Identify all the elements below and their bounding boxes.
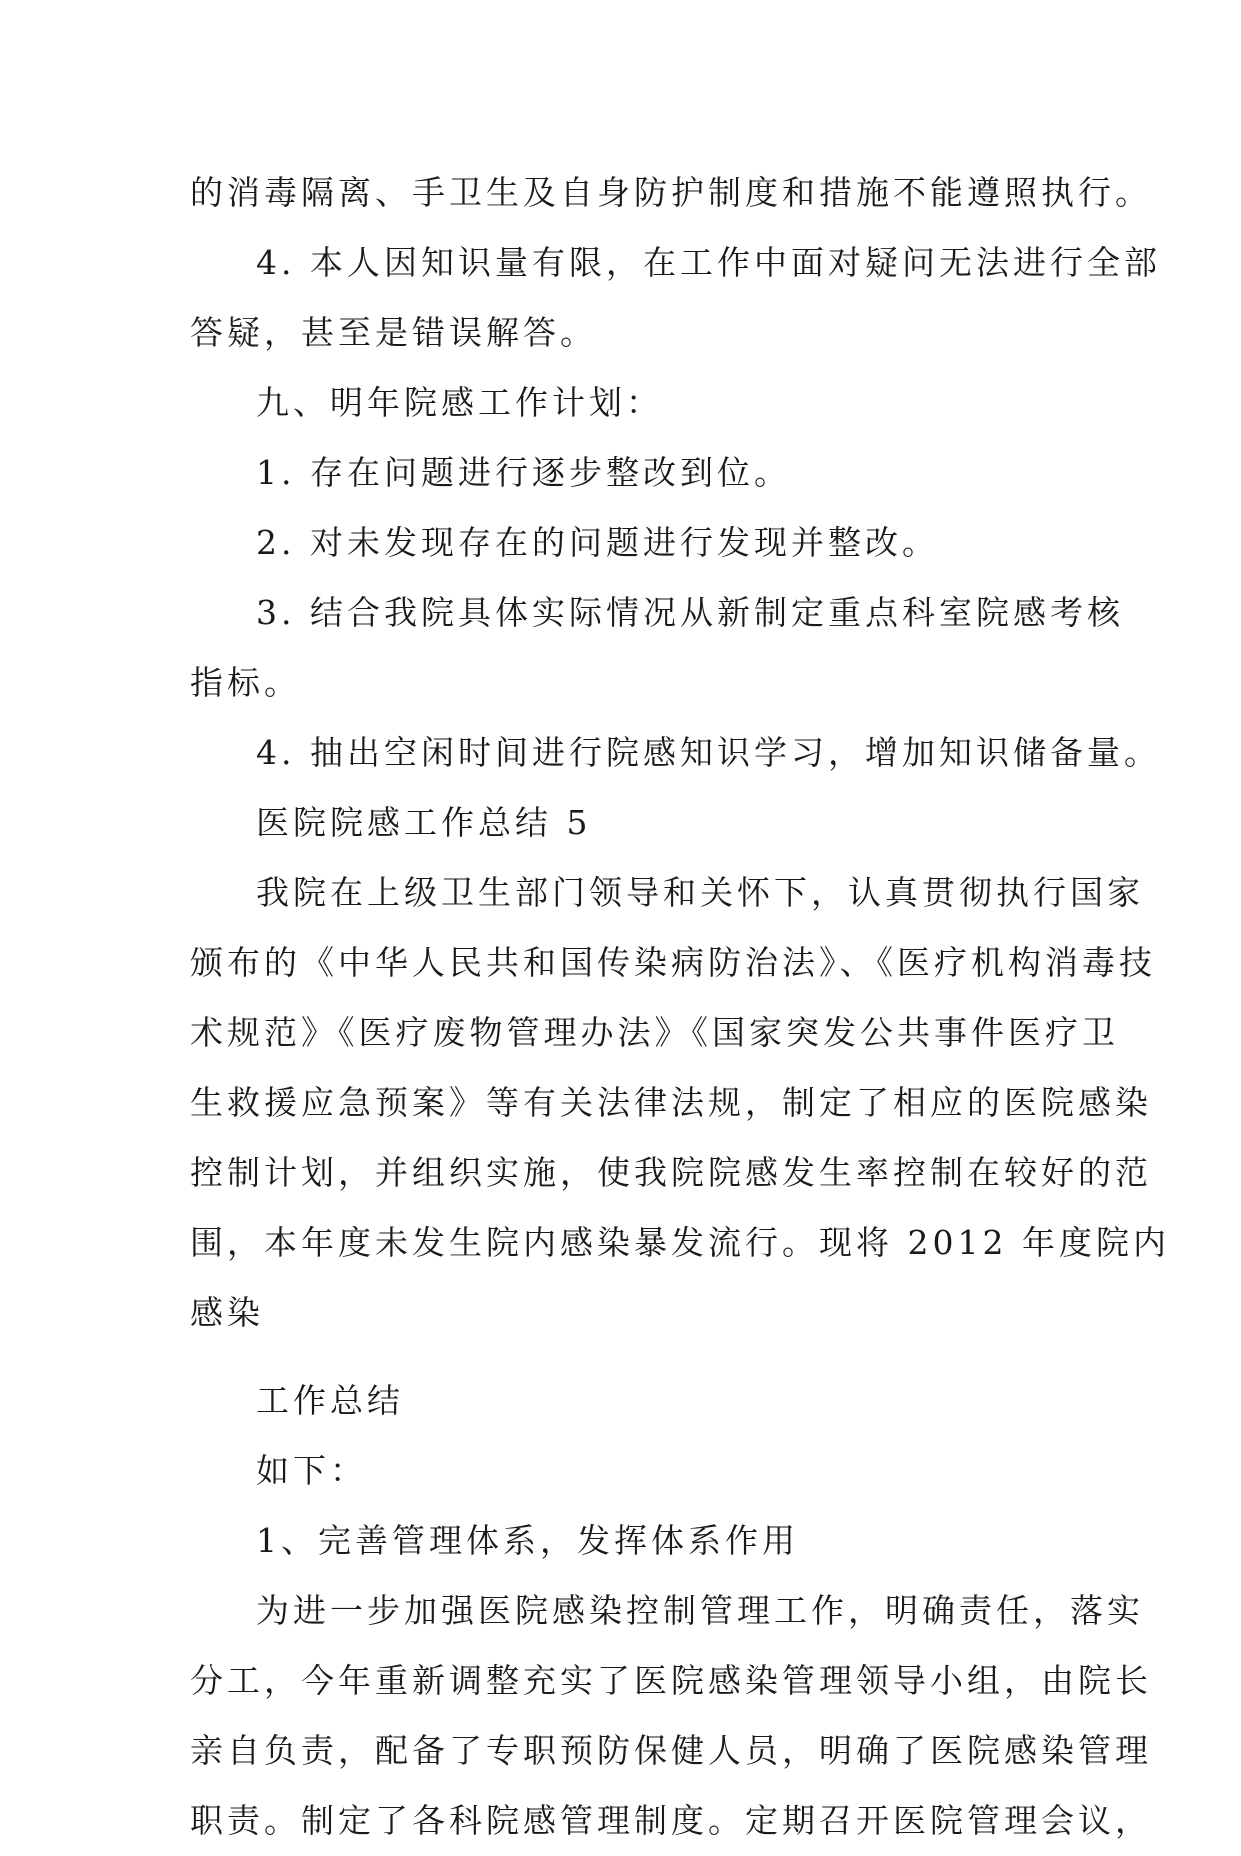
section-heading: 1、完善管理体系，发挥体系作用 bbox=[256, 1521, 799, 1560]
section-title: 医院院感工作总结 5 bbox=[256, 803, 592, 842]
text-line: 指标。 bbox=[190, 663, 301, 702]
text-line: 分工，今年重新调整充实了医院感染管理领导小组，由院长 bbox=[190, 1661, 1152, 1700]
text-line: 答疑，甚至是错误解答。 bbox=[190, 313, 597, 352]
text-line: 围，本年度未发生院内感染暴发流行。现将 2012 年度院内 bbox=[190, 1223, 1170, 1262]
text-line: 为进一步加强医院感染控制管理工作，明确责任，落实 bbox=[256, 1591, 1144, 1630]
text-line: 感染 bbox=[190, 1293, 264, 1332]
list-item: 1. 存在问题进行逐步整改到位。 bbox=[256, 453, 791, 492]
text-line: 的消毒隔离、手卫生及自身防护制度和措施不能遵照执行。 bbox=[190, 173, 1152, 212]
text-line: 职责。制定了各科院感管理制度。定期召开医院管理会议， bbox=[190, 1801, 1152, 1840]
list-item: 3. 结合我院具体实际情况从新制定重点科室院感考核 bbox=[256, 593, 1124, 632]
list-item: 2. 对未发现存在的问题进行发现并整改。 bbox=[256, 523, 939, 562]
text-line: 控制计划，并组织实施，使我院院感发生率控制在较好的范 bbox=[190, 1153, 1152, 1192]
section-heading: 九、明年院感工作计划： bbox=[256, 383, 663, 422]
text-line: 生救援应急预案》等有关法律法规，制定了相应的医院感染 bbox=[190, 1083, 1152, 1122]
text-line: 亲自负责，配备了专职预防保健人员，明确了医院感染管理 bbox=[190, 1731, 1152, 1770]
text-line: 术规范》《医疗废物管理办法》《国家突发公共事件医疗卫 bbox=[190, 1013, 1119, 1052]
text-line: 如下： bbox=[256, 1451, 367, 1490]
text-line: 颁布的《中华人民共和国传染病防治法》、《医疗机构消毒技 bbox=[190, 943, 1156, 982]
document-body bbox=[190, 158, 1170, 1856]
list-item: 4. 抽出空闲时间进行院感知识学习，增加知识储备量。 bbox=[256, 733, 1161, 772]
text-line: 4. 本人因知识量有限，在工作中面对疑问无法进行全部 bbox=[256, 243, 1161, 282]
text-line: 工作总结 bbox=[256, 1381, 404, 1420]
text-line: 我院在上级卫生部门领导和关怀下，认真贯彻执行国家 bbox=[256, 873, 1144, 912]
